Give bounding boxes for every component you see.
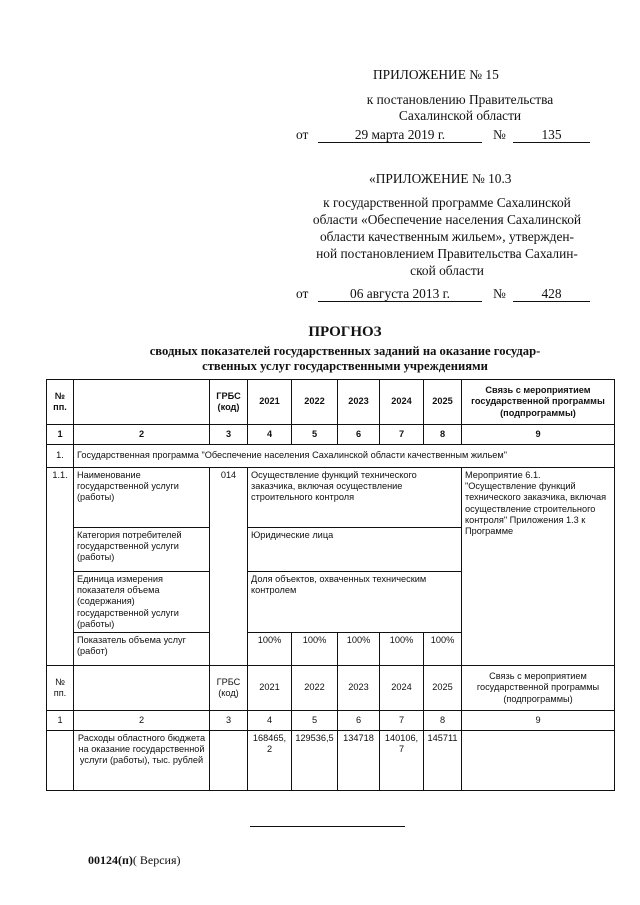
col-num: 1 [47,711,74,731]
col-num: 7 [380,425,424,445]
appendix-15-heading: ПРИЛОЖЕНИЕ № 15 [373,67,499,82]
expense-value: 145711 [424,731,462,791]
service-name-row [47,468,615,528]
col-num: 2 [74,711,210,731]
column-number-row-2 [47,711,615,731]
expense-value: 134718 [338,731,380,791]
unit-label: Единица измерения показателя объема (содержания) государственной услуги (работы) [74,572,210,633]
header-year: 2022 [292,380,338,425]
col-num: 3 [210,711,248,731]
header2-no: № пп. [47,666,74,711]
col-num: 1 [47,425,74,445]
header-year: 2023 [338,380,380,425]
col-num: 2 [74,425,210,445]
col-num: 3 [210,425,248,445]
program-line-3: области качественным жильем», утвержден- [319,229,575,244]
header-name [74,380,210,425]
grbs-cont [210,528,248,572]
resolution-ref: к постановлению Правительства [366,92,554,107]
separator-line [250,826,405,827]
volume-value: 100% [338,633,380,666]
header2-name [74,666,210,711]
program-date: 06 августа 2013 г. [318,286,482,302]
resolution-number: 135 [513,127,590,143]
header2-year: 2023 [338,666,380,711]
footer-version: ( Версия) [132,853,181,867]
col-num: 8 [424,425,462,445]
expense-link [462,731,615,791]
header2-year: 2022 [292,666,338,711]
program-line-1: к государственной программе Сахалинской [323,195,571,210]
resolution-date: 29 марта 2019 г. [318,127,482,143]
col-num: 4 [248,425,292,445]
consumer-category-value: Юридические лица [248,528,462,572]
service-name-label: Наименование государственной услуги (работы) [74,468,210,528]
col-num: 4 [248,711,292,731]
footer-code [88,853,181,868]
column-number-row [47,425,615,445]
date-label-2: от [296,286,309,301]
expense-value: 129536,5 [292,731,338,791]
col-num: 7 [380,711,424,731]
program-number: 428 [513,286,590,302]
header-link: Связь с мероприятием государственной программы (подпрограммы) [462,380,615,425]
col-num: 9 [462,425,615,445]
service-name-value: Осуществление функций технического заказчика, включая осуществление строительного контроля [248,468,462,528]
link-cont [462,633,615,666]
header-year: 2021 [248,380,292,425]
expense-no [47,731,74,791]
expense-grbs [210,731,248,791]
document-title: ПРОГНОЗ [308,324,382,340]
unit-value: Доля объектов, охваченных техническим контролем [248,572,462,633]
consumer-category-label: Категория потребителей государственной услуги (работы) [74,528,210,572]
number-label-2: № [493,286,506,301]
number-label: № [493,127,506,142]
document-subtitle-2: ственных услуг государственными учреждениями [202,359,488,373]
col-num: 6 [338,425,380,445]
program-line-2: области «Обеспечение населения Сахалинской [312,212,582,227]
header2-grbs: ГРБС (код) [210,666,248,711]
header-grbs: ГРБС (код) [210,380,248,425]
header2-year: 2024 [380,666,424,711]
expense-label: Расходы областного бюджета на оказание государственной услуги (работы), тыс. рублей [74,731,210,791]
header2-link: Связь с мероприятием государственной программы (подпрограммы) [462,666,615,711]
footer-doc-code: 00124(п) [88,853,133,867]
expense-value: 168465,2 [248,731,292,791]
program-line-4: ной постановлением Правительства Сахалин- [316,246,578,261]
section-no: 1. [47,445,74,468]
forecast-table [46,379,615,791]
date-label: от [296,127,309,142]
volume-value: 100% [380,633,424,666]
expense-value: 140106,7 [380,731,424,791]
col-num: 5 [292,425,338,445]
expense-row [47,731,615,791]
item-grbs: 014 [210,468,248,528]
grbs-cont [210,633,248,666]
appendix-10-3-heading: «ПРИЛОЖЕНИЕ № 10.3 [369,171,512,186]
item-no: 1.1. [47,468,74,666]
section-row [47,445,615,468]
document-subtitle-1: сводных показателей государственных заданий на оказание государ- [149,344,541,358]
section-title: Государственная программа "Обеспечение населения Сахалинской области качественным жильем" [74,445,615,468]
col-num: 6 [338,711,380,731]
volume-label: Показатель объема услуг (работ) [74,633,210,666]
volume-value: 100% [292,633,338,666]
header-year: 2024 [380,380,424,425]
volume-row [47,633,615,666]
program-line-5: ской области [410,263,484,278]
header2-year: 2025 [424,666,462,711]
second-header-row [47,666,615,711]
table-header-row [47,380,615,425]
header-year: 2025 [424,380,462,425]
grbs-cont [210,572,248,633]
region-line: Сахалинской области [398,108,522,123]
col-num: 9 [462,711,615,731]
volume-value: 100% [424,633,462,666]
header2-year: 2021 [248,666,292,711]
col-num: 8 [424,711,462,731]
item-program-link: Мероприятие 6.1. "Осуществление функций технического заказчика, включая осуществление строительного контроля" Приложения 1.3 к Программе [462,468,615,633]
header-no: № пп. [47,380,74,425]
col-num: 5 [292,711,338,731]
volume-value: 100% [248,633,292,666]
